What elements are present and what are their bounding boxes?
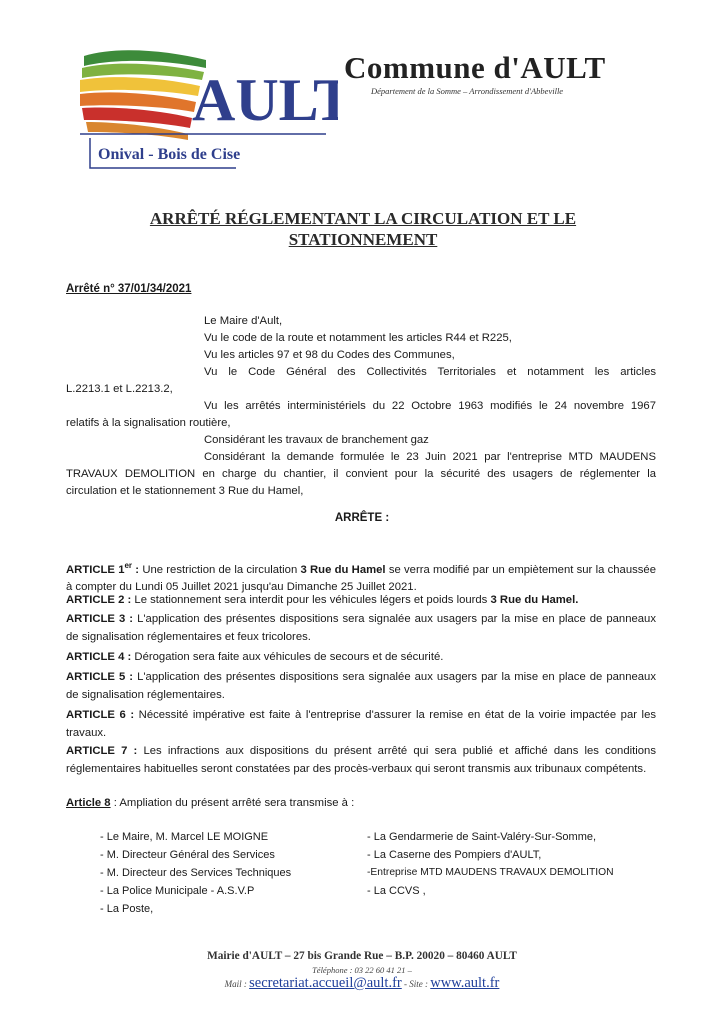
footer-contact [0,975,724,992]
site-label: - Site : [401,979,431,989]
arrete-heading: ARRÊTE : [334,512,390,524]
article-label: ARTICLE 5 : [66,671,134,683]
document-title-line-1: ARRÊTÉ RÉGLEMENTANT LA CIRCULATION ET LE [149,209,577,228]
document-title-line-2: STATIONNEMENT [288,230,438,249]
preamble-line: Considérant la demande formulée le 23 Juin 2021 par l'entreprise MTD MAUDENS [204,451,656,463]
article-6: ARTICLE 6 : Nécessité impérative est faite à l'entreprise d'assurer la remise en état de la voirie impactée par les travaux. [66,709,656,739]
preamble-line: Vu les arrêtés interministériels du 22 Octobre 1963 modifiés le 24 novembre 1967 [204,400,656,412]
recipient-item: - M. Directeur Général des Services [100,849,275,861]
article-4: ARTICLE 4 : Dérogation sera faite aux véhicules de secours et de sécurité. [66,651,444,663]
recipient-item: - Le Maire, M. Marcel LE MOIGNE [100,831,269,843]
recipient-item: - La Police Municipale - A.S.V.P [100,885,255,897]
preamble-line: Vu le code de la route et notamment les articles R44 et R225, [204,332,512,344]
recipient-item: - La Caserne des Pompiers d'AULT, [367,849,542,861]
recipients-right-list [367,828,614,900]
preamble-line: Vu les articles 97 et 98 du Codes des Communes, [204,349,455,361]
document-title [80,208,646,250]
article-label: ARTICLE 6 : [66,709,135,721]
logo-wordmark: AULT [192,67,338,133]
recipient-item: - La Gendarmerie de Saint-Valéry-Sur-Somme, [367,831,597,843]
article-1: ARTICLE 1er : Une restriction de la circulation 3 Rue du Hamel se verra modifié par un empiètement sur la chaussée à compter du Lundi 05 Juillet 2021 jusqu'au Dimanche 25 Juillet 2021. [66,561,656,594]
article-5: ARTICLE 5 : L'application des présentes dispositions sera signalée aux usagers par la mise en place de panneaux de signalisation réglementaires. [66,671,656,701]
preamble-line: Vu le Code Général des Collectivités Territoriales et notamment les articles [204,366,656,378]
preamble-line: Considérant les travaux de branchement gaz [204,434,429,446]
article-label: ARTICLE 4 : [66,651,132,663]
logo-subtitle: Onival - Bois de Cise [98,146,241,163]
article-label: ARTICLE 2 : [66,594,132,606]
article-label: Article 8 [66,797,111,809]
preamble-line: Le Maire d'Ault, [204,315,283,327]
article-label: ARTICLE 3 : [66,613,134,625]
footer-phone: Téléphone : 03 22 60 41 21 – [312,965,412,975]
article-3: ARTICLE 3 : L'application des présentes dispositions sera signalée aux usagers par la mise en place de panneaux de signalisation réglementaires et feux tricolores. [66,613,656,643]
commune-title: Commune d'AULT [344,50,606,85]
preamble-line: relatifs à la signalisation routière, [66,417,231,429]
recipients-left-list [100,828,291,918]
article-8: Article 8 : Ampliation du présent arrêté sera transmise à : [66,797,355,809]
logo-graphic [76,46,338,174]
preamble-line: circulation et le stationnement 3 Rue du Hamel, [66,485,304,497]
article-7: ARTICLE 7 : Les infractions aux dispositions du présent arrêté qui sera publié et affiché dans les conditions réglementaires habituelles seront constatées par des procès-verbaux qui seront transmis aux tribunaux compétents. [66,745,656,775]
recipient-item: - La Poste, [100,903,154,915]
commune-logo [76,46,338,174]
arrete-number: Arrêté n° 37/01/34/2021 [66,283,192,295]
mail-link[interactable]: secretariat.accueil@ault.fr [249,975,402,991]
article-label: ARTICLE 7 : [66,745,138,757]
footer-address: Mairie d'AULT – 27 bis Grande Rue – B.P. 20020 – 80460 AULT [207,950,517,962]
article-label: ARTICLE 1er : [66,561,140,576]
recipient-item: -Entreprise MTD MAUDENS TRAVAUX DEMOLITION [367,867,614,878]
preamble-line: L.2213.1 et L.2213.2, [66,383,173,395]
commune-subtitle: Département de la Somme – Arrondissement d'Abbeville [371,86,564,96]
preamble-line: TRAVAUX DEMOLITION en charge du chantier, il convient pour la sécurité des usagers de réglementer la [66,468,656,480]
recipient-item: - M. Directeur des Services Techniques [100,867,292,879]
site-link[interactable]: www.ault.fr [430,975,500,991]
recipient-item: - La CCVS , [367,885,426,897]
mail-label: Mail : [224,979,250,989]
article-2: ARTICLE 2 : Le stationnement sera interdit pour les véhicules légers et poids lourds 3 Rue du Hamel. [66,594,579,606]
